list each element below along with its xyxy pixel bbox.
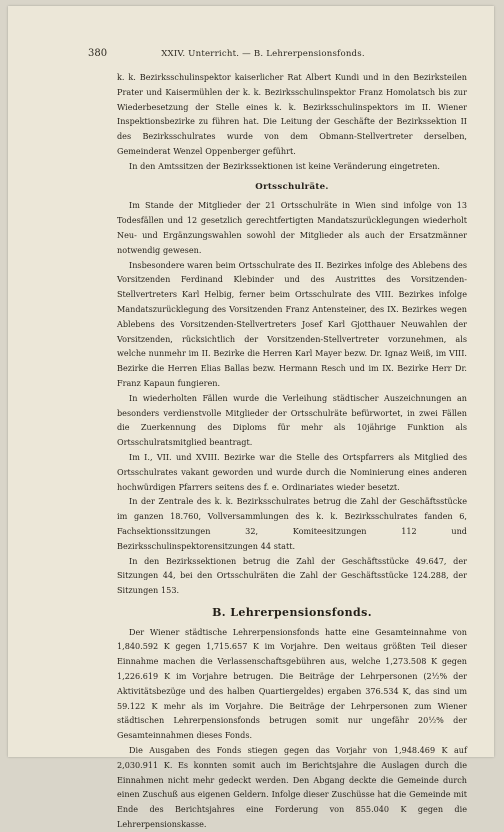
paragraph: In den Bezirkssektionen betrug die Zahl der Geschäftsstücke 49.647, der Sitzungen 44, bei den Ortsschulräten die Zahl der Geschäftsstücke 124.288, der Sitzungen 153. [117,555,467,596]
paragraph: Insbesondere waren beim Ortsschulrate des II. Bezirkes infolge des Ablebens des Vorsitzenden Ferdinand Klebinder und des Austrittes des Vorsitzenden-Stellvertreters Karl Helbig, ferner beim Ortsschulrate des VIII. Bezirkes infolge Mandatszurücklegung des Vorsitzenden Franz Antensteiner, des IX. Bezirkes wegen Ablebens des Vorsitzenden-Stellvertreters Josef Karl Gjotthauer Neuwahlen der Vorsitzenden, rücksichtlich der Vorsitzenden-Stellvertreter vorzunehmen, als welche nunmehr im II. Bezirke die Herren Karl Mayer bezw. Dr. Ignaz Weiß, im VIII. Bezirke die Herren Elias Ballas bezw. Hermann Resch und im IX. Bezirke Herr Dr. Franz Kapaun fungieren. [117,259,467,388]
paragraph: In den Amtssitzen der Bezirkssektionen ist keine Veränderung eingetreten. [129,160,440,171]
page-body [117,70,467,832]
paragraph: k. k. Bezirksschulinspektor kaiserlicher Rat Albert Kundi und in den Bezirksteilen Prater und Kaisermühlen der k. k. Bezirksschulinspektor Franz Homolatsch bis zur Wiederbesetzung der Stelle eines k. k. Bezirksschulinspektors im II. Wiener Inspektionsbezirke zu führen hat. Die Leitung der Geschäfte der Bezirkssektion II des Bezirksschulrates wurde von dem Obmann-Stellvertreter derselben, Gemeinderat Wenzel Oppenberger geführt. [117,72,467,156]
running-head: XXIV. Unterricht. — B. Lehrerpensionsfonds. [161,49,365,59]
section-heading-lehrerpensionsfonds: B. Lehrerpensionsfonds. [212,605,372,619]
section-heading-ortsschulraete: Ortsschulräte. [255,181,329,192]
paragraph: In der Zentrale des k. k. Bezirksschulrates betrug die Zahl der Geschäftsstücke im ganzen 18.760, Vollversammlungen des k. k. Bezirksschulrates fanden 6, Fachsektionssitzungen 32, Komiteesitzungen 112 und Bezirksschulinspektorensitzungen 44 statt. [117,496,467,551]
page-header [8,48,494,62]
document-page [8,6,494,830]
paragraph: Im Stande der Mitglieder der 21 Ortsschulräte in Wien sind infolge von 13 Todesfällen und 12 gesetzlich gerechtfertigten Mandatszurücklegungen wiederholt Neu- und Ergänzungswahlen sowohl der Mitglieder als auch der Ersatzmänner notwendig gewesen. [117,200,467,255]
page-number: 380 [88,48,108,59]
paragraph: Die Ausgaben des Fonds stiegen gegen das Vorjahr von 1,948.469 K auf 2,030.911 K. Es konnten somit auch im Berichtsjahre die Auslagen durch die Einnahmen nicht mehr gedeckt werden. Den Abgang deckte die Gemeinde durch einen Zuschuß aus eigenen Geldern. Infolge dieser Zuschüsse hat die Gemeinde mit Ende des Berichtsjahres eine Forderung von 855.040 K gegen die Lehrerpensionskasse. [117,745,467,830]
paragraph: In wiederholten Fällen wurde die Verleihung städtischer Auszeichnungen an besonders verdienstvolle Mitglieder der Ortsschulräte befürwortet, in zwei Fällen die Zuerkennung des Diploms für mehr als 10jährige Funktion als Ortsschulratsmitglied beantragt. [117,392,467,448]
paragraph: Im I., VII. und XVIII. Bezirke war die Stelle des Ortspfarrers als Mitglied des Ortsschulrates vakant geworden und wurde durch die Nominierung eines anderen hochwürdigen Pfarrers seitens des f. e. Ordinariates wieder besetzt. [117,451,467,492]
paragraph: Der Wiener städtische Lehrerpensionsfonds hatte eine Gesamteinnahme von 1,840.592 K gegen 1,715.657 K im Vorjahre. Den weitaus größten Teil dieser Einnahme machen die Verlassenschaftsgebühren aus, welche 1,273.508 K gegen 1,226.619 K im Vorjahre betrugen. Die Beiträge der Lehrpersonen (2½% der Aktivitätsbezüge und des halben Quartiergeldes) ergaben 376.534 K, das sind um 59.122 K mehr als im Vorjahre. Die Beiträge der Lehrpersonen zum Wiener städtischen Lehrerpensionsfonds betrugen somit nur ungefähr 20½% der Gesamteinnahmen dieses Fonds. [117,626,467,741]
